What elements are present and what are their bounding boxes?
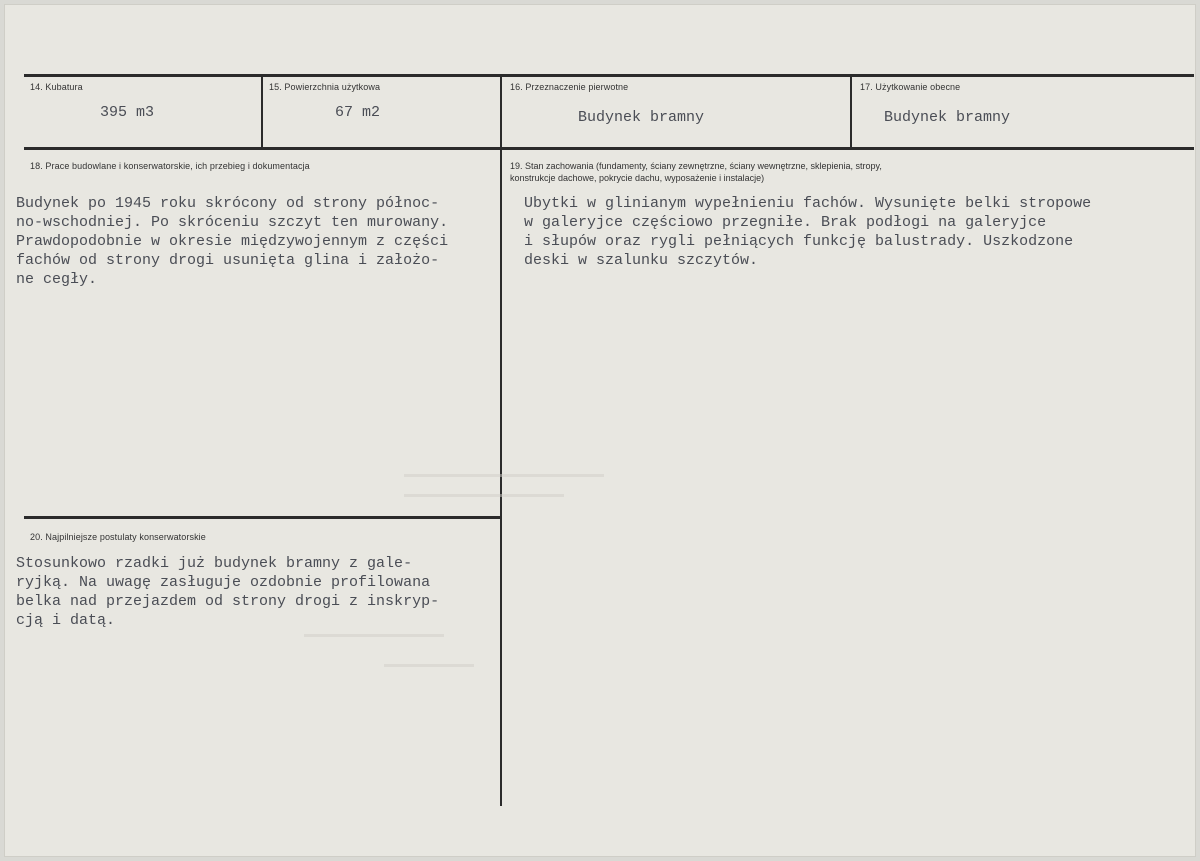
col-divider-1 <box>261 74 263 150</box>
field-20-text: Stosunkowo rzadki już budynek bramny z gale- ryjką. Na uwagę zasługuje ozdobnie profilowana belka nad przejazdem od strony drogi z inskryp- cją i datą. <box>16 555 440 629</box>
field-16-value: Budynek bramny <box>578 109 705 126</box>
field-20-label: 20. Najpilniejsze postulaty konserwatorskie <box>30 532 206 542</box>
field-18-text: Budynek po 1945 roku skrócony od strony północ- no-wschodniej. Po skróceniu szczyt ten murowany. Prawdopodobnie w okresie międzywojennym z części fachów od strony drogi usunięta glina i założo- ne cegły. <box>16 195 449 288</box>
field-15-label: 15. Powierzchnia użytkowa <box>269 82 381 92</box>
paper-smudge <box>384 664 474 667</box>
paper-smudge <box>404 494 564 497</box>
field-19-label: 19. Stan zachowania (fundamenty, ściany zewnętrzne, ściany wewnętrzne, sklepienia, stropy, konstrukcje dachowe, pokrycie dachu, wyposażenie i instalacje) <box>510 161 882 183</box>
field-15-value: 67 m2 <box>335 104 381 121</box>
top-rule <box>24 74 1194 77</box>
field-14-value: 395 m3 <box>100 104 155 121</box>
paper-smudge <box>404 474 604 477</box>
field-14-label: 14. Kubatura <box>30 82 83 92</box>
field-19-text: Ubytki w glinianym wypełnieniu fachów. Wysunięte belki stropowe w galeryjce częściowo przegniłe. Brak podłogi na galeryjce i słupów oraz rygli pełniących funkcję balustrady. Uszkodzone deski w szalunku szczytów. <box>524 195 1092 269</box>
col-divider-3 <box>850 74 852 150</box>
col-divider-2 <box>500 74 502 806</box>
section20-top-rule <box>24 516 500 519</box>
inventory-card <box>4 4 1196 857</box>
field-17-label: 17. Użytkowanie obecne <box>860 82 961 92</box>
field-17-value: Budynek bramny <box>884 109 1011 126</box>
field-18-label: 18. Prace budowlane i konserwatorskie, ich przebieg i dokumentacja <box>30 161 310 171</box>
paper-smudge <box>304 634 444 637</box>
row1-bottom-rule <box>24 147 1194 150</box>
field-16-label: 16. Przeznaczenie pierwotne <box>510 82 629 92</box>
